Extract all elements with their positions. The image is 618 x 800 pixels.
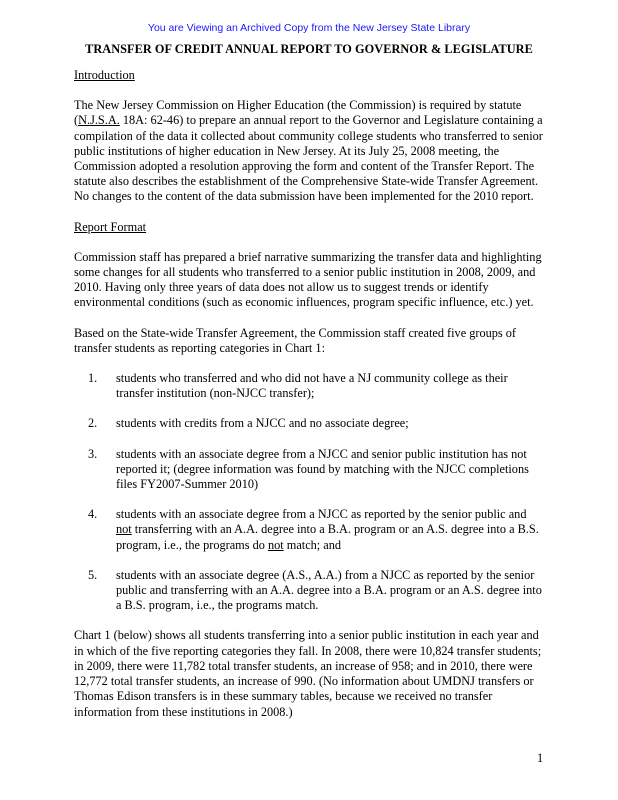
list-text: students with an associate degree (A.S., A.A.) from a NJCC as reported by the senior public and transferring with an A.A. degree into a B.A. program or an A.S. degree into a B.S. program, i.e., the programs match. [116, 567, 542, 613]
intro-heading: Introduction [74, 68, 135, 82]
list-text: students with credits from a NJCC and no associate degree; [116, 416, 409, 431]
report-format-heading: Report Format [74, 219, 147, 234]
page-title: TRANSFER OF CREDIT ANNUAL REPORT TO GOVERNOR & LEGISLATURE [85, 42, 533, 56]
list-item [74, 371, 544, 401]
list-number: 2. [88, 416, 98, 431]
list-item [74, 416, 544, 431]
list-text [116, 507, 544, 553]
list-text: students who transferred and who did not have a NJ community college as their transfer institution (non-NJCC transfer); [116, 371, 508, 401]
intro-text-rest: 18A: 62-46) to prepare an annual report to the Governor and Legislature containing a compilation of the data it collected about community college students who transferred to senior public institutions of higher education in New Jersey. At its July 25, 2008 meeting, the Commission adopted a resolution approving the form and content of the Transfer Report. The statute also describes the establishment of the Comprehensive State-wide Transfer Agreement. No changes to the content of the data submission have been implemented for the 2010 report. [74, 113, 543, 204]
list-item [74, 568, 544, 614]
intro-text-start: The New Jersey Commission on Higher Education (the Commission) is required by statute ( [74, 98, 522, 128]
list-text-part: students with an associate degree from a NJCC as reported by the senior public and [116, 507, 527, 522]
list-number: 5. [88, 567, 98, 582]
list-number: 4. [88, 507, 98, 522]
underlined-not: not [267, 537, 284, 552]
list-number: 3. [88, 446, 98, 461]
archive-banner: You are Viewing an Archived Copy from the New Jersey State Library [147, 22, 471, 34]
list-item [74, 507, 544, 553]
chart-paragraph: Chart 1 (below) shows all students transferring into a senior public institution in each year and in which of the five reporting categories they fall. In 2008, there were 10,824 transfer students; in 2009, there were 11,782 total transfer students, an increase of 958; and in 2010, there were 12,772 total transfer students, an increase of 990. (No information about UMDNJ transfers or Thomas Edison transfers is in these summary tables, because we received no transfer information from these institutions in 2008.) [74, 628, 542, 719]
format-paragraph-2: Based on the State-wide Transfer Agreement, the Commission staff created five groups of transfer students as reporting categories in Chart 1: [74, 325, 517, 355]
list-text-part: transferring with an A.A. degree into a B.A. program or an A.S. degree into a B.S. program, i.e., the programs do [116, 522, 539, 552]
page-number: 1 [537, 751, 544, 765]
list-text-part: match; and [283, 537, 342, 552]
list-text: students with an associate degree from a NJCC and senior public institution has not reported it; (degree information was found by matching with the NJCC completions files FY2007-Summer 2010) [116, 446, 529, 492]
statute-citation: N.J.S.A. [78, 113, 120, 128]
format-paragraph-1: Commission staff has prepared a brief narrative summarizing the transfer data and highlighting some changes for all students who transferred to a senior public institution in 2008, 2009, and 2010. Having only three years of data does not allow us to suggest trends or identify environmental conditions (such as economic influences, program specific influence, etc.) yet. [74, 249, 542, 310]
intro-paragraph [74, 98, 544, 204]
document-body [74, 68, 544, 720]
underlined-not: not [116, 522, 132, 537]
category-list [74, 371, 544, 613]
list-item [74, 447, 544, 493]
list-number: 1. [88, 371, 98, 386]
